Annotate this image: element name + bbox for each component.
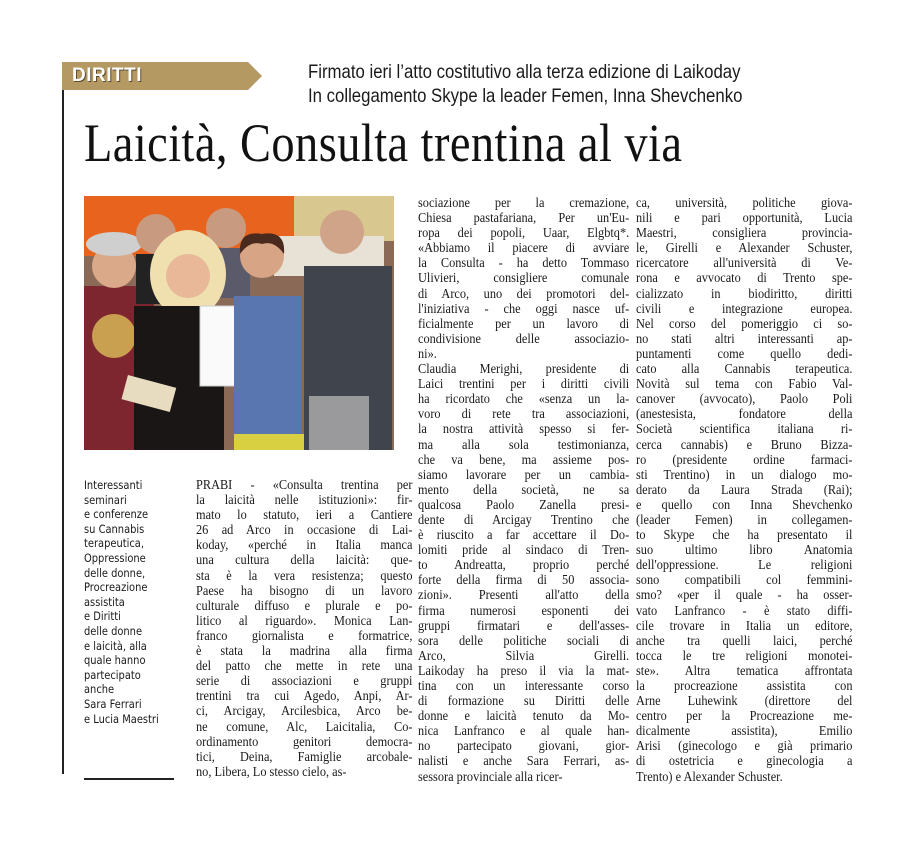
article-line: tocca le tre religioni monotei- <box>636 648 853 664</box>
article-line: Claudia Merighi, presidente di <box>418 362 630 378</box>
article-line: ro (presidente ordine farmaci- <box>636 452 853 468</box>
article-line: Arco, Silvia Girelli. <box>418 648 630 664</box>
article-column-2 <box>418 196 629 785</box>
article-line: Laikoday ha preso il via la mat- <box>418 663 630 679</box>
article-line: litico al riguardo». Monica Lan- <box>196 613 413 629</box>
headline: Laicità, Consulta trentina al via <box>84 113 683 173</box>
article-line: vato Lanfranco - è stato diffi- <box>636 603 853 619</box>
article-line: di Arco, uno dei promotori del- <box>418 286 630 302</box>
article-line: canover (avvocato), Paolo Poli <box>636 392 853 408</box>
article-line: ficialmente per un lavoro di <box>418 316 630 332</box>
sidebar-line: quale hanno <box>84 653 146 668</box>
article-line: Ulivieri, consigliere comunale <box>418 271 630 287</box>
article-line: ste». Altra tematica affrontata <box>636 663 853 679</box>
article-line: Arisi (ginecologo e già primario <box>636 739 853 755</box>
article-line: ha ricordato che «senza un la- <box>418 392 630 408</box>
article-line: sono compatibili col femmini- <box>636 573 853 589</box>
article-line: cile trovare in Italia un editore, <box>636 618 853 634</box>
article-line: serie di associazioni e gruppi <box>196 674 413 690</box>
article-line: no, Libera, Lo stesso cielo, as- <box>196 764 347 780</box>
article-line: di formazione su Diritti delle <box>418 694 630 710</box>
sidebar-line: delle donne, <box>84 565 146 580</box>
article-line: condivisione delle associazio- <box>418 331 630 347</box>
article-line: to Andreatta, proprio perché <box>418 558 630 574</box>
article-line: smo? «per il quale - ha osser- <box>636 588 853 604</box>
sidebar-line: Procreazione <box>84 580 148 595</box>
sidebar-line: partecipato <box>84 667 141 682</box>
article-line: franco giornalista e formatrice, <box>196 628 413 644</box>
article-line: la procreazione assistita con <box>636 679 853 694</box>
article-line: to Skype che ha presentato il <box>636 528 853 544</box>
article-line: dente di Arcigay Trentino che <box>418 512 630 528</box>
article-line: centro per la Procreazione me- <box>636 709 853 725</box>
article-line: donne e laicità tenuto da Mo- <box>418 709 630 725</box>
left-column-rule <box>62 62 64 774</box>
sidebar-line: e laicità, alla <box>84 638 147 653</box>
article-line: ma alla sola testimonianza, <box>418 437 630 453</box>
article-line: trentini tra cui Agedo, Anpi, Ar- <box>196 689 413 705</box>
article-line: no partecipato giovani, gior- <box>418 739 630 755</box>
article-line: e quello con Inna Shevchenko <box>636 497 853 513</box>
article-line: (leader Femen) in collegamen- <box>636 512 853 528</box>
article-line: una cultura della laicità: que- <box>196 553 413 569</box>
article-line: 26 ad Arco in occasione di Lai- <box>196 523 413 539</box>
article-line: derato da Laura Strada (Rai); <box>636 482 853 498</box>
article-line: che va bene, ma assieme pos- <box>418 452 630 468</box>
sidebar-line: seminari <box>84 492 127 507</box>
article-line: no stati altri interessanti ap- <box>636 331 853 347</box>
sidebar-line: anche <box>84 682 115 697</box>
article-line: Società scientifica italiana ri- <box>636 422 853 438</box>
article-line: ne comune, Alc, Laicitalia, Co- <box>196 719 413 735</box>
article-column-1 <box>196 478 412 780</box>
article-line: Arne Luhewink (direttore del <box>636 694 853 710</box>
subheadline-line-1: Firmato ieri l’atto costitutivo alla terza edizione di Laikoday <box>308 61 741 83</box>
article-line: cato alla Cannabis terapeutica. <box>636 362 853 378</box>
article-line: lomiti pride al sindaco di Tren- <box>418 543 630 559</box>
sidebar-line: assistita <box>84 594 125 609</box>
article-line: sora delle politiche sociali di <box>418 633 630 649</box>
article-line: la nostra attività spesso si fer- <box>418 422 630 438</box>
section-banner <box>62 62 262 90</box>
article-line: cerca cannabis) e Bruno Bizza- <box>636 437 853 453</box>
article-line: sociazione per la cremazione, <box>418 196 630 211</box>
article-line: firma numerosi esponenti dei <box>418 603 630 619</box>
article-line: cializzato in biodiritto, diritti <box>636 286 853 302</box>
sidebar-line: delle donne <box>84 623 143 638</box>
article-column-3 <box>636 196 852 785</box>
article-line: qualcosa Paolo Zanella presi- <box>418 497 630 513</box>
article-line: Nel corso del pomeriggio ci so- <box>636 316 853 332</box>
article-line: ordinamento genitori democra- <box>196 734 413 750</box>
article-line: di ostetricia e ginecologia a <box>636 754 853 770</box>
group-photo-image <box>84 196 394 450</box>
article-line: Paese ha bisogno di un lavoro <box>196 583 413 599</box>
article-line: forte della firma di 50 associa- <box>418 573 630 589</box>
sidebar-bottom-rule <box>84 778 174 780</box>
article-line: sta è la vera resistenza; questo <box>196 568 413 584</box>
article-line: anche tra quelli laici, perché <box>636 633 853 649</box>
article-line: gruppi firmatari e dell'asses- <box>418 618 630 634</box>
article-line: culturale diffuso e plurale e po- <box>196 598 413 614</box>
sidebar-line: Oppressione <box>84 550 146 565</box>
article-line: Chiesa pastafariana, Per un'Eu- <box>418 211 630 227</box>
article-line: tici, Deina, Famiglie arcobale- <box>196 749 413 765</box>
article-line: ni». <box>418 346 437 362</box>
article-line: sti Trentino) in un dialogo mo- <box>636 467 853 483</box>
sidebar-line: Sara Ferrari <box>84 696 142 711</box>
article-line: PRABI - «Consulta trentina per <box>196 478 413 493</box>
article-line: ropa dei popoli, Uaar, Elgbtq*. <box>418 226 630 242</box>
sidebar-line: su Cannabis <box>84 521 145 536</box>
article-line: le, Girelli e Alexander Schuster, <box>636 241 853 257</box>
article-line: è riuscito a far accettare il Do- <box>418 528 630 544</box>
article-line: ca, università, politiche giova- <box>636 196 853 211</box>
article-line: nili e pari opportunità, Lucia <box>636 211 853 227</box>
article-line: voro di rete tra associazioni, <box>418 407 630 423</box>
sidebar-line: Interessanti <box>84 478 143 492</box>
article-line: Trento) e Alexander Schuster. <box>636 769 783 785</box>
article-line: dell'oppressione. Le religioni <box>636 558 853 574</box>
article-line: mento della società, ne sa <box>418 482 630 498</box>
article-line: la Consulta - ha detto Tommaso <box>418 256 630 272</box>
article-line: tina con un interessante corso <box>418 679 630 694</box>
subheadline <box>308 60 772 108</box>
article-line: Laici trentini per i diritti civili <box>418 377 630 393</box>
article-line: suo ultimo libro Anatomia <box>636 543 853 559</box>
article-line: (anestesista, fondatore della <box>636 407 853 423</box>
article-line: «Abbiamo il piacere di avviare <box>418 241 630 257</box>
article-line: koday, «perché in Italia manca <box>196 538 413 554</box>
article-line: mato lo statuto, ieri a Cantiere <box>196 508 413 524</box>
article-line: del patto che mette in rete una <box>196 659 413 675</box>
article-line: civili e integrazione europea. <box>636 301 853 317</box>
article-line: ricercatore all'università di Ve- <box>636 256 853 272</box>
article-line: puntamenti come quello dedi- <box>636 346 853 362</box>
article-line: ci, Arcigay, Arcilesbica, Arco be- <box>196 704 413 720</box>
article-line: è stata la madrina alla firma <box>196 644 413 660</box>
article-line: Novità sul tema con Fabio Val- <box>636 377 853 393</box>
article-line: zioni». Presenti all'atto della <box>418 588 630 604</box>
article-line: nica Lanfranco e al quale han- <box>418 724 630 740</box>
article-line: la laicità nelle istituzioni»: fir- <box>196 493 413 509</box>
section-label: DIRITTI <box>72 65 142 86</box>
article-line: Maestri, consigliera provincia- <box>636 226 853 242</box>
sidebar-line: e Lucia Maestri <box>84 711 159 726</box>
article-line: nalisti e anche Sara Ferrari, as- <box>418 754 630 770</box>
sidebar-line: terapeutica, <box>84 536 144 551</box>
article-line: dicalmente assistita), Emilio <box>636 724 853 740</box>
article-photo <box>84 196 394 450</box>
sidebar-summary <box>84 478 170 726</box>
article-line: siamo lavorare per un cambia- <box>418 467 630 483</box>
subheadline-line-2: In collegamento Skype la leader Femen, Inna Shevchenko <box>308 85 743 107</box>
article-line: l'iniziativa - che oggi nasce uf- <box>418 301 630 317</box>
sidebar-line: e conferenze <box>84 507 149 522</box>
article-line: rona e avvocato di Trento spe- <box>636 271 853 287</box>
article-line: sessora provinciale alla ricer- <box>418 769 563 785</box>
sidebar-line: e Diritti <box>84 609 121 624</box>
